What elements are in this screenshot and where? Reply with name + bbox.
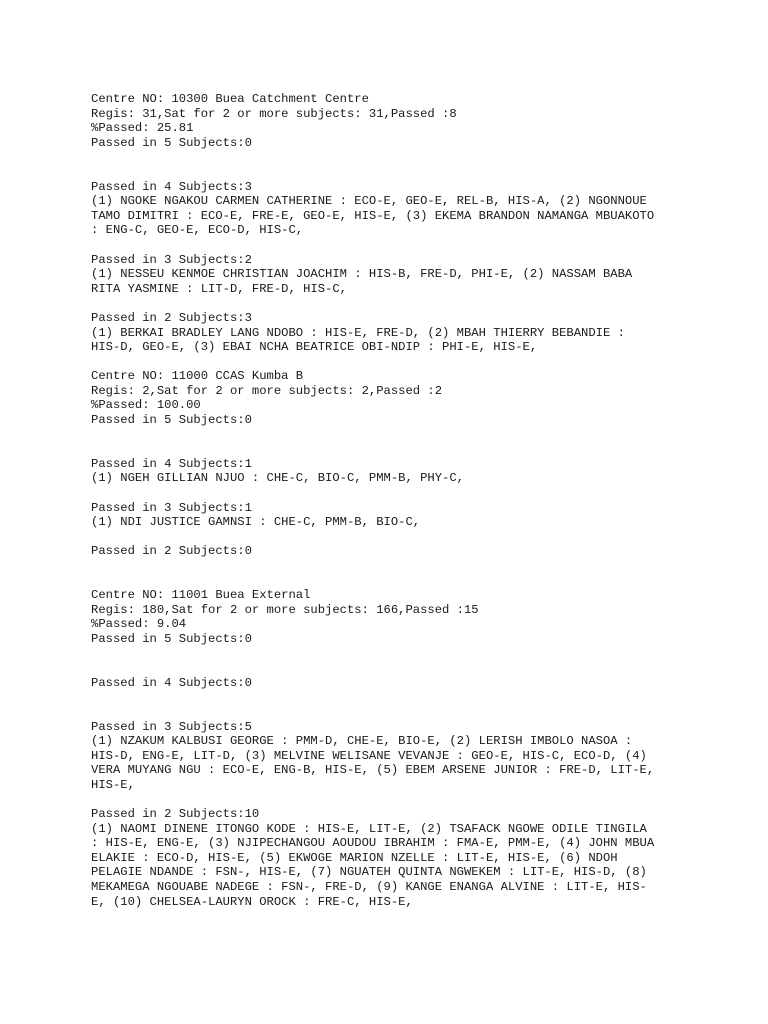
candidate-list-line: HIS-D, GEO-E, (3) EBAI NCHA BEATRICE OBI-NDIP : PHI-E, HIS-E, [91, 340, 538, 355]
registration-summary: Regis: 31,Sat for 2 or more subjects: 31,Passed :8 [91, 106, 457, 121]
passed-in-4-section [91, 676, 681, 691]
candidate-list-line: E, (10) CHELSEA-LAURYN OROCK : FRE-C, HIS-E, [91, 894, 413, 909]
centre-title: Centre NO: 11001 Buea External [91, 588, 311, 603]
percent-passed: %Passed: 25.81 [91, 121, 194, 136]
percent-passed: %Passed: 100.00 [91, 398, 201, 413]
centre-header [91, 92, 681, 150]
candidate-list-line: RITA YASMINE : LIT-D, FRE-D, HIS-C, [91, 281, 347, 296]
passed-in-2-heading: Passed in 2 Subjects:0 [91, 544, 252, 559]
passed-in-3-section [91, 253, 681, 297]
passed-in-2-heading: Passed in 2 Subjects:3 [91, 310, 252, 325]
candidate-list-line: ELAKIE : ECO-D, HIS-E, (5) EKWOGE MARION NZELLE : LIT-E, HIS-E, (6) NDOH [91, 850, 618, 865]
candidate-list-line: (1) NGOKE NGAKOU CARMEN CATHERINE : ECO-E, GEO-E, REL-B, HIS-A, (2) NGONNOUE [91, 194, 647, 209]
centre-title: Centre NO: 10300 Buea Catchment Centre [91, 92, 369, 106]
percent-passed: %Passed: 9.04 [91, 617, 187, 632]
candidate-list-line: (1) NZAKUM KALBUSI GEORGE : PMM-D, CHE-E, BIO-E, (2) LERISH IMBOLO NASOA : [91, 734, 633, 749]
passed-in-2-section [91, 544, 681, 559]
passed-in-4-heading: Passed in 4 Subjects:1 [91, 456, 252, 471]
passed-in-3-heading: Passed in 3 Subjects:5 [91, 719, 252, 734]
passed-in-3-section [91, 720, 681, 793]
candidate-list-line: TAMO DIMITRI : ECO-E, FRE-E, GEO-E, HIS-E, (3) EKEMA BRANDON NAMANGA MBUAKOTO [91, 208, 655, 223]
registration-summary: Regis: 180,Sat for 2 or more subjects: 166,Passed :15 [91, 602, 479, 617]
passed-in-3-heading: Passed in 3 Subjects:1 [91, 500, 252, 515]
passed-in-5-heading: Passed in 5 Subjects:0 [91, 413, 252, 428]
passed-in-5-heading: Passed in 5 Subjects:0 [91, 135, 252, 150]
candidate-list-line: (1) NDI JUSTICE GAMNSI : CHE-C, PMM-B, BIO-C, [91, 515, 421, 530]
passed-in-4-section [91, 457, 681, 486]
candidate-list-line: (1) NGEH GILLIAN NJUO : CHE-C, BIO-C, PMM-B, PHY-C, [91, 471, 464, 486]
candidate-list-line: : ENG-C, GEO-E, ECO-D, HIS-C, [91, 223, 304, 238]
centre-block [91, 588, 681, 909]
centre-header [91, 369, 681, 427]
candidate-list-line: (1) BERKAI BRADLEY LANG NDOBO : HIS-E, FRE-D, (2) MBAH THIERRY BEBANDIE : [91, 325, 625, 340]
passed-in-3-heading: Passed in 3 Subjects:2 [91, 252, 252, 267]
passed-in-5-heading: Passed in 5 Subjects:0 [91, 631, 252, 646]
candidate-list-line: (1) NESSEU KENMOE CHRISTIAN JOACHIM : HIS-B, FRE-D, PHI-E, (2) NASSAM BABA [91, 267, 633, 282]
passed-in-3-section [91, 501, 681, 530]
passed-in-2-section [91, 807, 681, 909]
centre-header [91, 588, 681, 646]
candidate-list-line: MEKAMEGA NGOUABE NADEGE : FSN-, FRE-D, (9) KANGE ENANGA ALVINE : LIT-E, HIS- [91, 880, 647, 895]
candidate-list-line: : HIS-E, ENG-E, (3) NJIPECHANGOU AOUDOU IBRAHIM : FMA-E, PMM-E, (4) JOHN MBUA [91, 836, 655, 851]
centre-block [91, 92, 681, 355]
centre-title: Centre NO: 11000 CCAS Kumba B [91, 369, 304, 384]
passed-in-4-heading: Passed in 4 Subjects:0 [91, 675, 252, 690]
passed-in-4-heading: Passed in 4 Subjects:3 [91, 179, 252, 194]
passed-in-2-section [91, 311, 681, 355]
candidate-list-line: HIS-E, [91, 777, 135, 792]
passed-in-4-section [91, 180, 681, 238]
candidate-list-line: (1) NAOMI DINENE ITONGO KODE : HIS-E, LIT-E, (2) TSAFACK NGOWE ODILE TINGILA [91, 821, 647, 836]
centre-block [91, 369, 681, 559]
results-document [91, 92, 681, 909]
candidate-list-line: VERA MUYANG NGU : ECO-E, ENG-B, HIS-E, (5) EBEM ARSENE JUNIOR : FRE-D, LIT-E, [91, 763, 655, 778]
registration-summary: Regis: 2,Sat for 2 or more subjects: 2,Passed :2 [91, 383, 443, 398]
passed-in-2-heading: Passed in 2 Subjects:10 [91, 807, 260, 822]
candidate-list-line: PELAGIE NDANDE : FSN-, HIS-E, (7) NGUATEH QUINTA NGWEKEM : LIT-E, HIS-D, (8) [91, 865, 647, 880]
candidate-list-line: HIS-D, ENG-E, LIT-D, (3) MELVINE WELISANE VEVANJE : GEO-E, HIS-C, ECO-D, (4) [91, 748, 647, 763]
